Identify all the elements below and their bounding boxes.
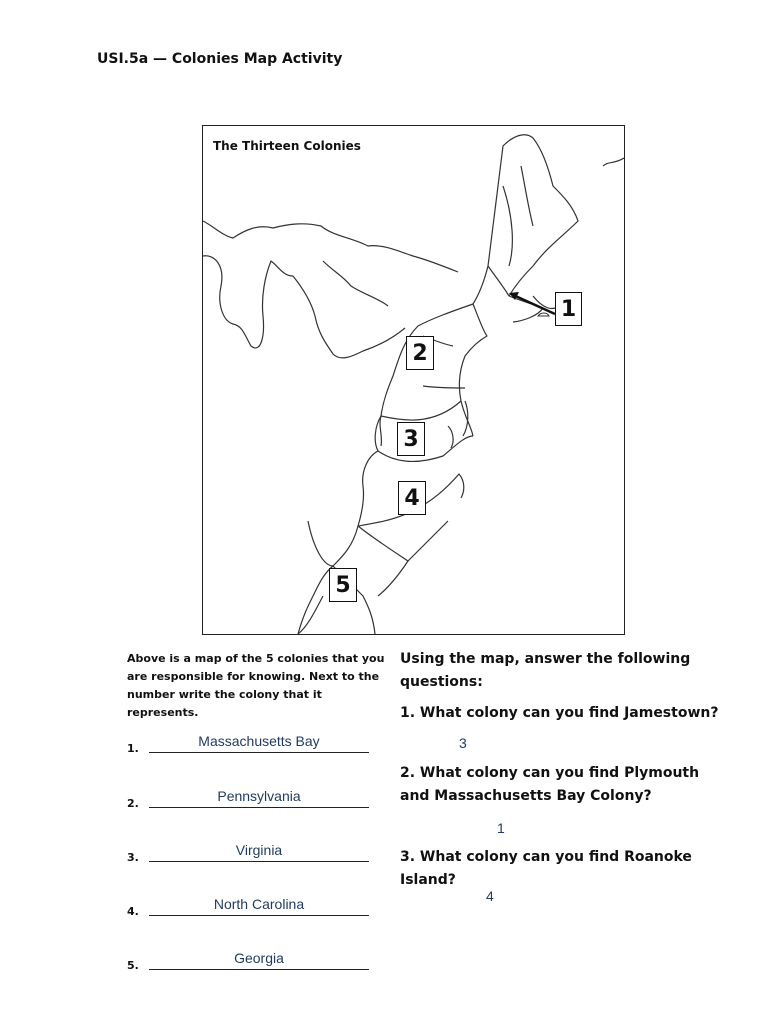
map-label-3: 3 xyxy=(397,422,425,456)
question-3-answer[interactable]: 4 xyxy=(486,888,494,904)
answer-line xyxy=(149,861,369,862)
colonies-map xyxy=(202,125,625,635)
answer-row-2 xyxy=(127,786,377,810)
answer-row-4 xyxy=(127,894,377,918)
map-label-5: 5 xyxy=(329,568,357,602)
answer-field-4[interactable]: North Carolina xyxy=(213,896,305,912)
answer-line xyxy=(149,915,369,916)
instructions-text: Above is a map of the 5 colonies that you are responsible for knowing. Next to the number write the colony that it represents. xyxy=(127,652,385,719)
answer-field-2[interactable]: Pennsylvania xyxy=(217,788,301,804)
question-1-answer[interactable]: 3 xyxy=(459,735,467,751)
answer-number: 4. xyxy=(127,905,139,918)
answer-number: 2. xyxy=(127,797,139,810)
questions-intro: Using the map, answer the following questions: xyxy=(400,651,691,690)
question-3: 3. What colony can you find Roanoke Island? xyxy=(400,849,692,888)
map-outline xyxy=(203,126,624,634)
page-title: USI.5a — Colonies Map Activity xyxy=(97,51,343,67)
map-title: The Thirteen Colonies xyxy=(213,139,361,153)
answer-number: 3. xyxy=(127,851,139,864)
answer-row-5 xyxy=(127,948,377,972)
answer-field-3[interactable]: Virginia xyxy=(235,842,283,858)
answer-field-1[interactable]: Massachusetts Bay xyxy=(198,733,320,749)
question-2: 2. What colony can you find Plymouth and Massachusetts Bay Colony? xyxy=(400,765,700,804)
map-label-2: 2 xyxy=(406,336,434,370)
answer-field-5[interactable]: Georgia xyxy=(234,950,284,966)
answer-number: 5. xyxy=(127,959,139,972)
question-2-answer[interactable]: 1 xyxy=(497,820,505,836)
answer-line xyxy=(149,969,369,970)
question-1: 1. What colony can you find Jamestown? xyxy=(400,705,719,721)
map-label-1: 1 xyxy=(555,292,582,326)
answer-row-1 xyxy=(127,731,377,755)
answer-line xyxy=(149,752,369,753)
answer-line xyxy=(149,807,369,808)
answer-number: 1. xyxy=(127,742,139,755)
map-label-4: 4 xyxy=(398,481,426,515)
answer-row-3 xyxy=(127,840,377,864)
